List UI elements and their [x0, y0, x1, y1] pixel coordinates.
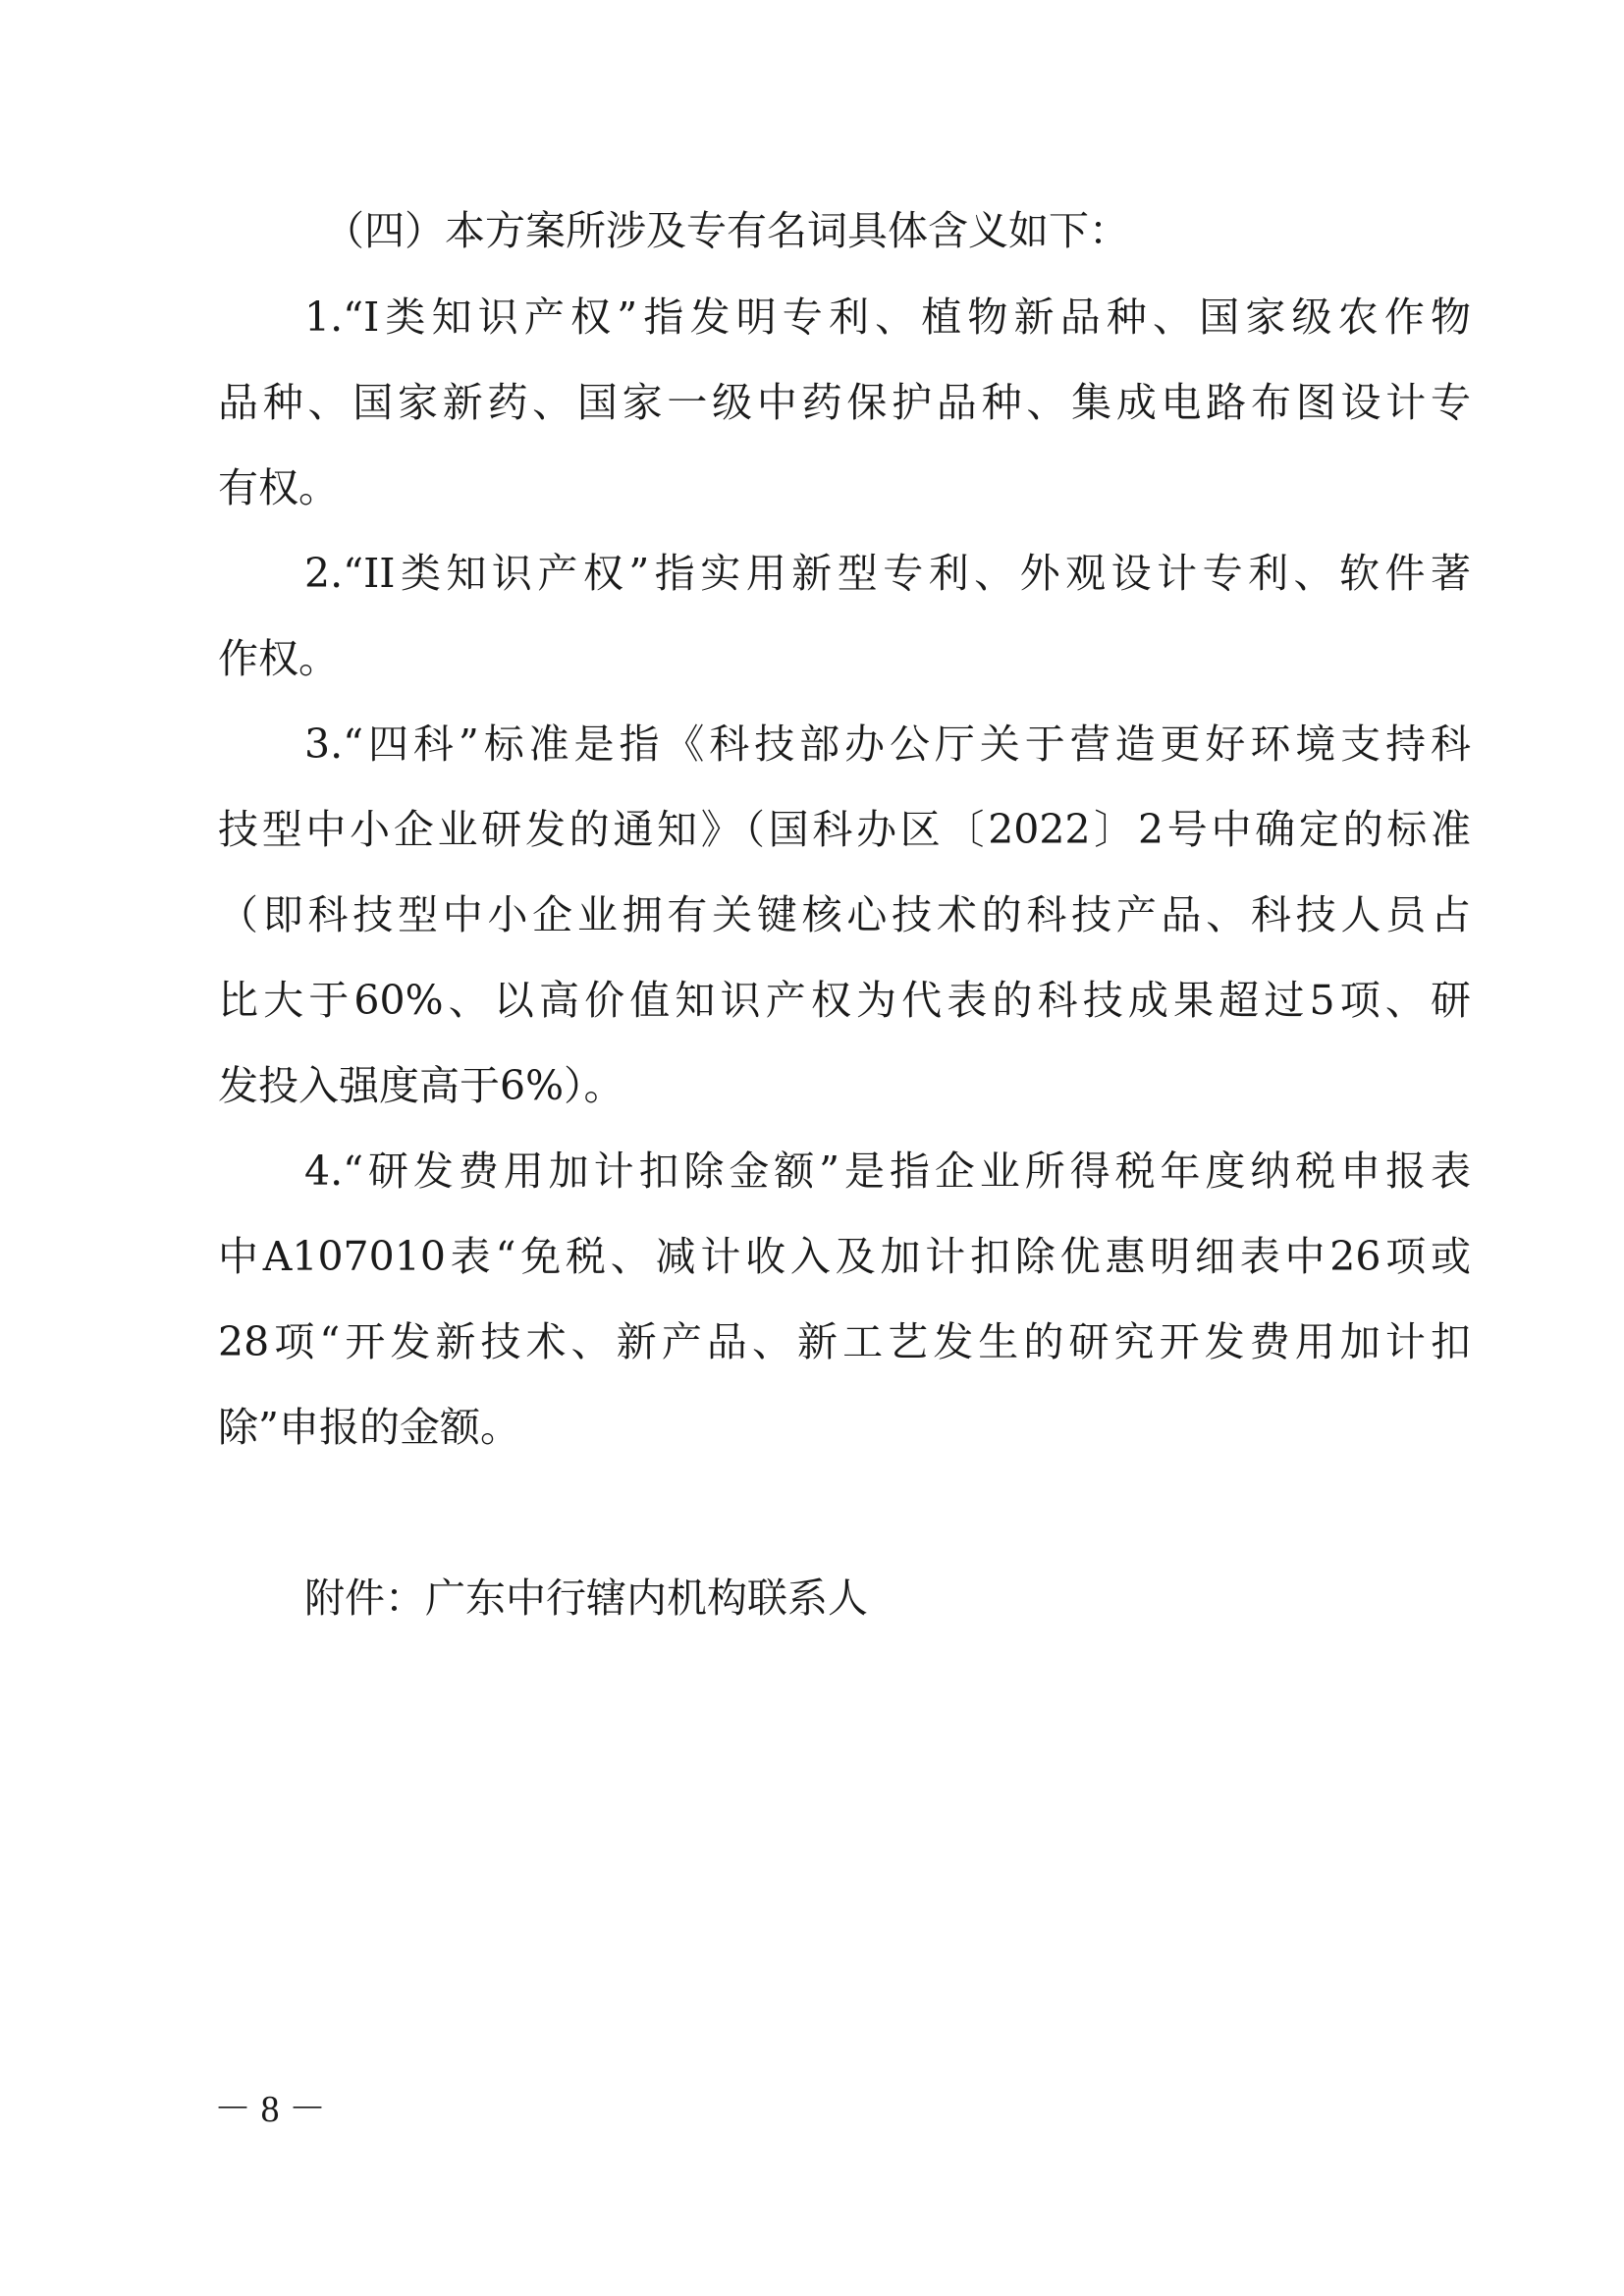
definition-2-line-2: 作权。 [218, 635, 339, 682]
definition-2-line-1: 2.“II类知识产权”指实用新型专利、外观设计专利、软件著 [304, 550, 1471, 597]
attachment-note: 附件：广东中行辖内机构联系人 [304, 1575, 868, 1622]
definition-1-line-1: 1.“I类知识产权”指发明专利、植物新品种、国家级农作物 [304, 294, 1471, 341]
definition-1-line-3: 有权。 [218, 464, 339, 511]
section-heading: （四）本方案所涉及专有名词具体含义如下： [324, 207, 1129, 254]
definition-4-line-4: 除”申报的金额。 [218, 1404, 520, 1451]
definition-4-line-1: 4.“研发费用加计扣除金额”是指企业所得税年度纳税申报表 [304, 1148, 1471, 1195]
definition-3-line-3: （即科技型中小企业拥有关键核心技术的科技产品、科技人员占 [218, 891, 1471, 938]
definition-3-line-2: 技型中小企业研发的通知》（国科办区〔2022〕2号中确定的标准 [218, 806, 1471, 853]
definition-4-line-2: 中A107010表“免税、减计收入及加计扣除优惠明细表中26项或 [218, 1233, 1471, 1280]
definition-3-line-5: 发投入强度高于6%）。 [218, 1062, 624, 1109]
page-number: － 8 － [214, 2089, 327, 2130]
definition-3-line-1: 3.“四科”标准是指《科技部办公厅关于营造更好环境支持科 [304, 721, 1471, 768]
definition-3-line-4: 比大于60%、以高价值知识产权为代表的科技成果超过5项、研 [218, 977, 1471, 1024]
definition-4-line-3: 28项“开发新技术、新产品、新工艺发生的研究开发费用加计扣 [218, 1318, 1471, 1365]
definition-1-line-2: 品种、国家新药、国家一级中药保护品种、集成电路布图设计专 [218, 379, 1471, 426]
